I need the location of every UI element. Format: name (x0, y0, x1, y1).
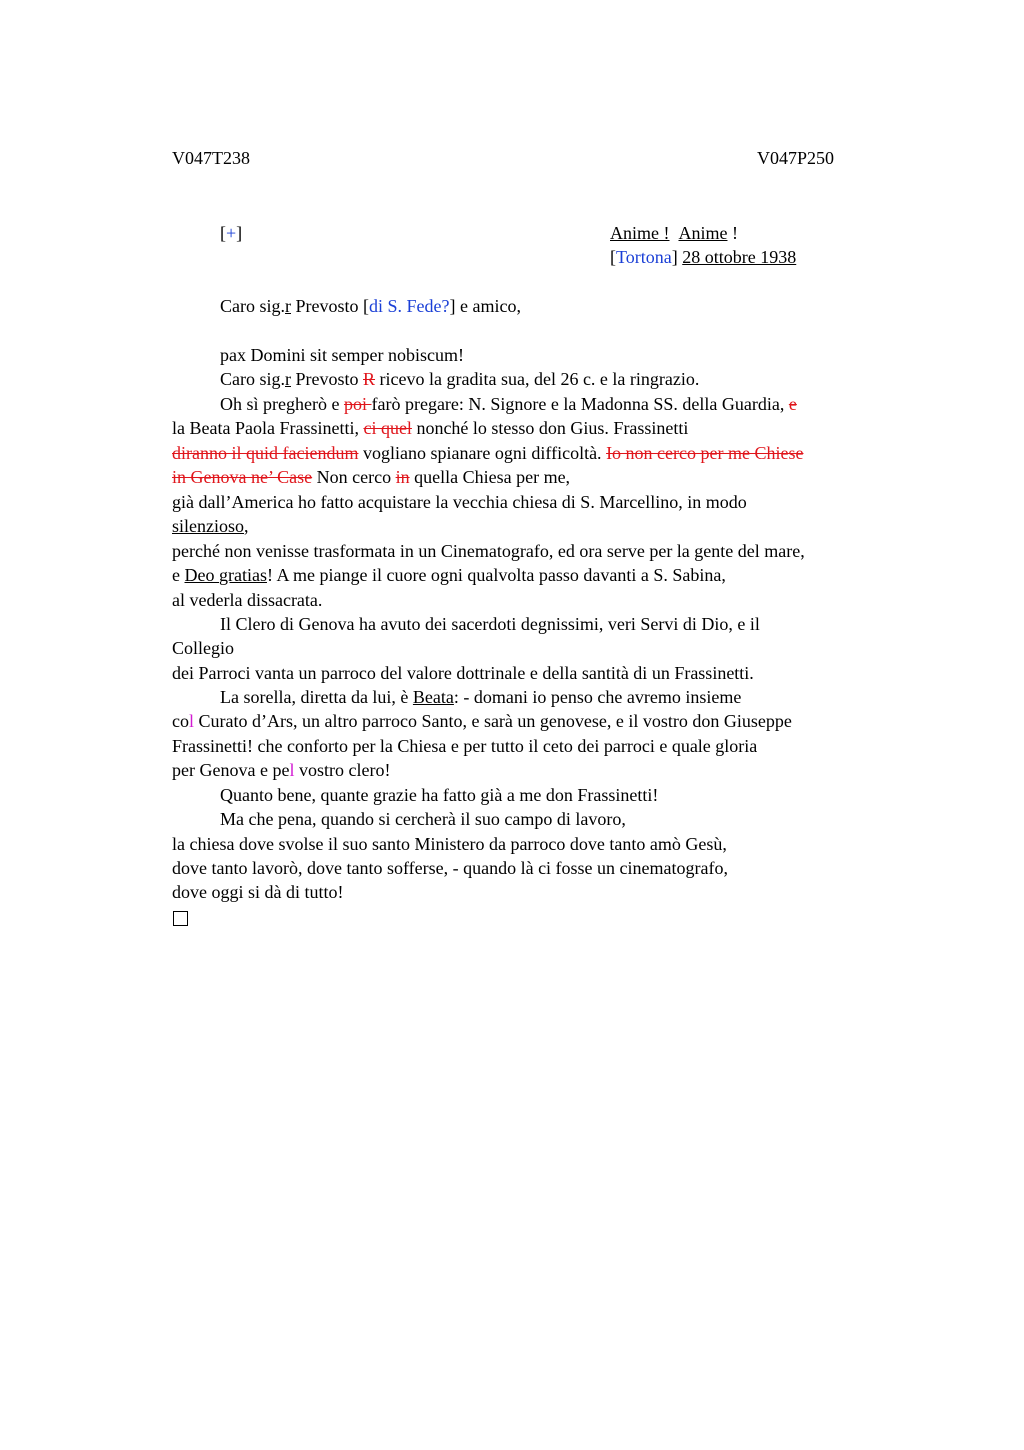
cross-symbol: + (226, 223, 237, 243)
end-box-icon (173, 908, 188, 932)
body-line-16: col Curato d’Ars, un altro parroco Santo, e sarà un genovese, e il vostro don Giuseppe (172, 711, 792, 731)
body-line-1: pax Domini sit semper nobiscum! (220, 345, 464, 365)
left-code: V047T238 (172, 148, 250, 168)
cross-mark: [+] (220, 223, 243, 243)
body-line-18: per Genova e pel vostro clero! (172, 760, 391, 780)
body-line-9: perché non venisse trasformata in un Cinematografo, ed ora serve per la gente del mare, (172, 541, 805, 561)
body-line-8: silenzioso, (172, 516, 249, 536)
body-line-13: Collegio (172, 638, 234, 658)
body-line-12: Il Clero di Genova ha avuto dei sacerdoti degnissimi, veri Servi di Dio, e il (220, 614, 760, 634)
body-line-19: Quanto bene, quante grazie ha fatto già a me don Frassinetti! (220, 785, 659, 805)
motto: Anime ! Anime ! (610, 223, 738, 243)
place-date: [Tortona] 28 ottobre 1938 (610, 247, 797, 267)
salutation: Caro sig.r Prevosto [di S. Fede?] e amico, (220, 296, 521, 316)
body-line-5: diranno il quid faciendum vogliano spianare ogni difficoltà. Io non cerco per me Chiese (172, 443, 804, 463)
body-line-20: Ma che pena, quando si cercherà il suo campo di lavoro, (220, 809, 626, 829)
body-line-2: Caro sig.r Prevosto R ricevo la gradita sua, del 26 c. e la ringrazio. (220, 369, 700, 389)
body-line-3: Oh sì pregherò e poi farò pregare: N. Signore e la Madonna SS. della Guardia, e (220, 394, 797, 414)
body-line-15: La sorella, diretta da lui, è Beata: - domani io penso che avremo insieme (220, 687, 742, 707)
body-line-21: la chiesa dove svolse il suo santo Ministero da parroco dove tanto amò Gesù, (172, 834, 727, 854)
body-line-4: la Beata Paola Frassinetti, ci quel nonché lo stesso don Gius. Frassinetti (172, 418, 689, 438)
body-line-22: dove tanto lavorò, dove tanto sofferse, - quando là ci fosse un cinematografo, (172, 858, 728, 878)
date: 28 ottobre 1938 (682, 247, 797, 267)
body-line-7: già dall’America ho fatto acquistare la vecchia chiesa di S. Marcellino, in modo (172, 492, 747, 512)
body-line-11: al vederla dissacrata. (172, 590, 323, 610)
body-line-17: Frassinetti! che conforto per la Chiesa e per tutto il ceto dei parroci e quale gloria (172, 736, 758, 756)
body-line-23: dove oggi si dà di tutto! (172, 882, 344, 902)
right-code: V047P250 (757, 148, 835, 168)
body-line-10: e Deo gratias! A me piange il cuore ogni qualvolta passo davanti a S. Sabina, (172, 565, 726, 585)
body-line-6: in Genova ne’ Case Non cerco in quella Chiesa per me, (172, 467, 571, 487)
place: Tortona (616, 247, 672, 267)
body-line-14: dei Parroci vanta un parroco del valore dottrinale e della santità di un Frassinetti. (172, 663, 754, 683)
